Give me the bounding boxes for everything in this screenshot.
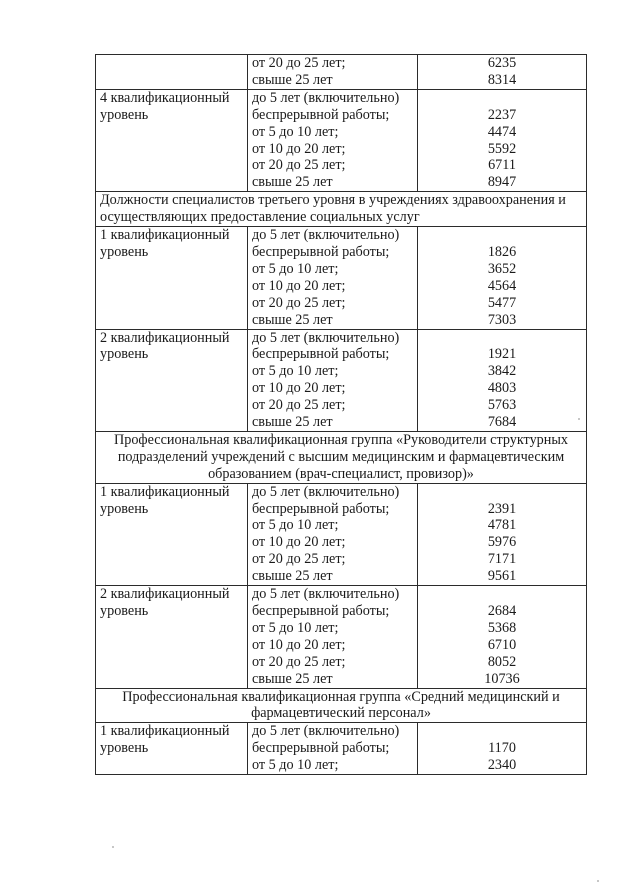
scan-speck bbox=[578, 418, 580, 420]
level-cell-empty bbox=[96, 55, 248, 90]
salary-table bbox=[95, 54, 587, 775]
experience-line: от 5 до 10 лет; bbox=[252, 757, 339, 774]
amount-value: 6235 bbox=[487, 55, 517, 71]
amount-cell bbox=[418, 586, 587, 688]
amount-cell bbox=[418, 723, 587, 775]
amount-value: 1170 bbox=[488, 740, 516, 757]
amount-value: 5763 bbox=[487, 397, 517, 414]
experience-cell bbox=[248, 89, 418, 191]
experience-line: свыше 25 лет bbox=[252, 670, 333, 687]
experience-line: от 10 до 20 лет; bbox=[252, 140, 346, 157]
experience-line: от 5 до 10 лет; bbox=[252, 619, 339, 636]
table-row bbox=[96, 586, 587, 688]
amount-cell bbox=[418, 227, 587, 329]
table-row-level4 bbox=[96, 89, 587, 191]
experience-line: от 10 до 20 лет; bbox=[252, 534, 346, 551]
amount-value: 9561 bbox=[487, 568, 517, 585]
experience-line: свыше 25 лет bbox=[252, 414, 333, 431]
amount-value: 8314 bbox=[487, 71, 517, 88]
amount-value: 7171 bbox=[487, 551, 517, 568]
amount-value: 4781 bbox=[487, 517, 517, 534]
table-row bbox=[96, 329, 587, 431]
experience-line: беспрерывной работы; bbox=[252, 346, 390, 363]
experience-cell bbox=[248, 586, 418, 688]
level-cell: 2 квалификационный уровень bbox=[96, 586, 248, 688]
amount-value: 2391 bbox=[487, 500, 517, 517]
experience-line: от 20 до 25 лет; bbox=[252, 551, 346, 568]
amount-cell bbox=[418, 55, 587, 90]
experience-line: от 20 до 25 лет; bbox=[252, 653, 346, 670]
amount-value: 6711 bbox=[488, 157, 516, 174]
level-cell: 4 квалификационный уровень bbox=[96, 89, 248, 191]
experience-cell bbox=[248, 55, 418, 90]
experience-line: от 20 до 25 лет; bbox=[252, 397, 346, 414]
scan-speck bbox=[112, 846, 114, 848]
amount-value: 7303 bbox=[487, 311, 517, 328]
level-cell: 1 квалификационный уровень bbox=[96, 227, 248, 329]
experience-line: от 20 до 25 лет; bbox=[252, 294, 346, 311]
experience-line: беспрерывной работы; bbox=[252, 106, 390, 123]
experience-line: свыше 25 лет bbox=[252, 174, 333, 191]
experience-line: от 20 до 25 лет; bbox=[252, 157, 346, 174]
amount-value: 1921 bbox=[487, 346, 517, 363]
experience-cell bbox=[248, 227, 418, 329]
amount-value: 4564 bbox=[487, 277, 517, 294]
amount-value: 4803 bbox=[487, 380, 517, 397]
section-header-third-level: Должности специалистов третьего уровня в учреждениях здравоохранения и осуществляющих предоставление социальных услуг bbox=[96, 192, 587, 227]
table-row bbox=[96, 723, 587, 775]
amount-value: 5592 bbox=[487, 140, 517, 157]
experience-cell bbox=[248, 329, 418, 431]
amount-value: 1826 bbox=[487, 243, 517, 260]
experience-line: до 5 лет (включительно) bbox=[252, 89, 400, 106]
scan-speck bbox=[597, 880, 599, 882]
experience-cell bbox=[248, 723, 418, 775]
experience-line: беспрерывной работы; bbox=[252, 243, 390, 260]
section-header-row bbox=[96, 192, 587, 227]
amount-value: 10736 bbox=[484, 670, 520, 687]
amount-value: 6710 bbox=[487, 636, 517, 653]
experience-line: от 20 до 25 лет; bbox=[252, 55, 346, 71]
amount-value: 2237 bbox=[487, 106, 517, 123]
experience-line: беспрерывной работы; bbox=[252, 740, 390, 757]
experience-line: свыше 25 лет bbox=[252, 71, 333, 88]
experience-line: до 5 лет (включительно) bbox=[252, 723, 400, 740]
amount-cell bbox=[418, 89, 587, 191]
amount-value: 4474 bbox=[487, 123, 517, 140]
experience-line: свыше 25 лет bbox=[252, 311, 333, 328]
section-header-mid-medical: Профессиональная квалификационная группа «Средний медицинский и фармацевтический персонал» bbox=[96, 688, 587, 723]
amount-value: 3842 bbox=[487, 363, 517, 380]
experience-line: от 5 до 10 лет; bbox=[252, 260, 339, 277]
experience-line: от 10 до 20 лет; bbox=[252, 277, 346, 294]
amount-value: 5368 bbox=[487, 619, 517, 636]
amount-value: 7684 bbox=[487, 414, 517, 431]
amount-value: 2684 bbox=[487, 602, 517, 619]
amount-value: 3652 bbox=[487, 260, 517, 277]
experience-line: свыше 25 лет bbox=[252, 568, 333, 585]
experience-line: беспрерывной работы; bbox=[252, 603, 390, 619]
amount-value: 2340 bbox=[487, 757, 517, 774]
amount-value: 5477 bbox=[487, 294, 517, 311]
amount-cell bbox=[418, 483, 587, 585]
table-row-continuation bbox=[96, 55, 587, 90]
table-row bbox=[96, 483, 587, 585]
experience-line: от 5 до 10 лет; bbox=[252, 123, 339, 140]
experience-line: до 5 лет (включительно) bbox=[252, 227, 400, 244]
experience-line: от 5 до 10 лет; bbox=[252, 363, 339, 380]
level-cell: 1 квалификационный уровень bbox=[96, 723, 248, 775]
experience-line: от 10 до 20 лет; bbox=[252, 636, 346, 653]
amount-value: 8947 bbox=[487, 174, 517, 191]
amount-value: 5976 bbox=[487, 534, 517, 551]
experience-line: от 5 до 10 лет; bbox=[252, 517, 339, 534]
level-cell: 2 квалификационный уровень bbox=[96, 329, 248, 431]
level-cell: 1 квалификационный уровень bbox=[96, 483, 248, 585]
section-header-heads: Профессиональная квалификационная группа «Руководители структурных подразделений учреждений с высшим медицинским и фармацевтическим образованием (врач-специалист, провизор)» bbox=[96, 431, 587, 483]
experience-line: до 5 лет (включительно) bbox=[252, 329, 400, 346]
amount-value: 8052 bbox=[487, 653, 517, 670]
experience-line: от 10 до 20 лет; bbox=[252, 380, 346, 397]
experience-cell bbox=[248, 483, 418, 585]
experience-line: до 5 лет (включительно) bbox=[252, 483, 400, 500]
section-header-row bbox=[96, 688, 587, 723]
experience-line: беспрерывной работы; bbox=[252, 500, 390, 517]
experience-line: до 5 лет (включительно) bbox=[252, 586, 400, 603]
amount-cell bbox=[418, 329, 587, 431]
table-row bbox=[96, 227, 587, 329]
section-header-row bbox=[96, 431, 587, 483]
